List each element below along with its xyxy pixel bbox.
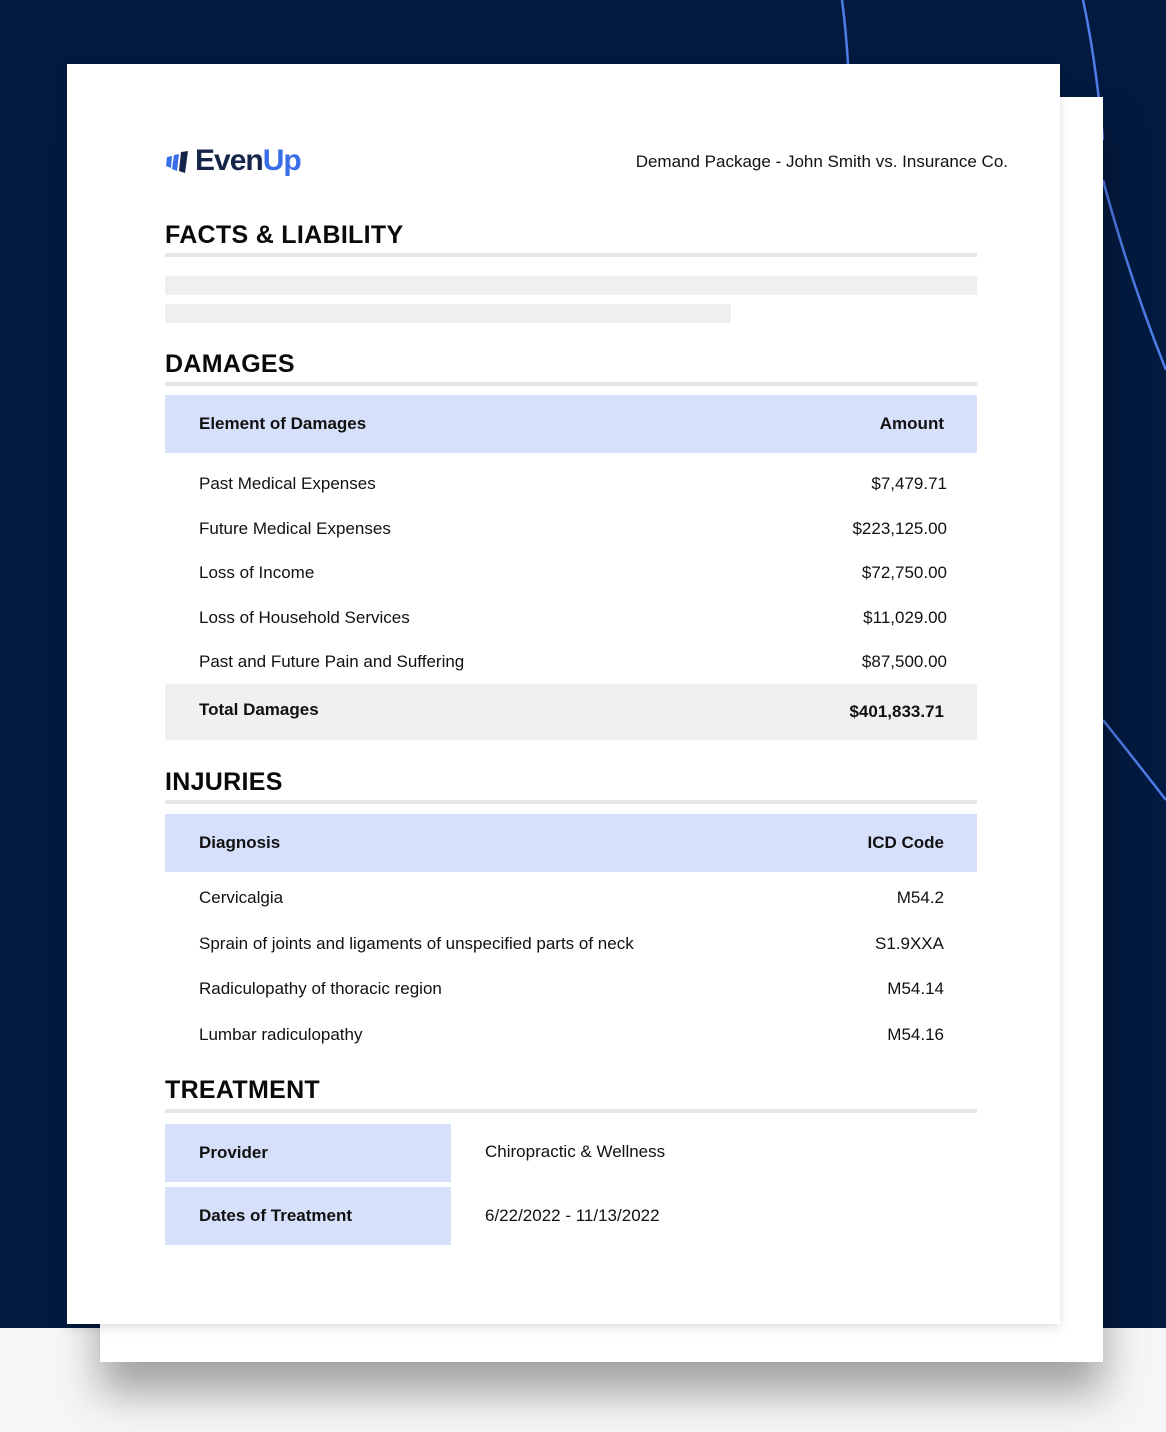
icd-code: S1.9XXA	[875, 934, 944, 953]
damage-amount: $223,125.00	[852, 519, 947, 538]
treatment-section-title: TREATMENT	[165, 1076, 320, 1104]
total-damages-label: Total Damages	[199, 700, 319, 719]
logo-wordmark	[195, 144, 301, 178]
col-element-of-damages: Element of Damages	[199, 414, 367, 433]
table-row	[165, 974, 977, 1004]
col-amount: Amount	[879, 414, 944, 433]
damage-element: Loss of Income	[199, 563, 315, 582]
icd-code: M54.16	[887, 1025, 944, 1044]
damage-amount: $11,029.00	[863, 608, 947, 627]
table-row	[165, 929, 977, 959]
provider-label: Provider	[199, 1143, 268, 1162]
dates-label-cell	[165, 1187, 451, 1245]
col-icd-code: ICD Code	[867, 833, 944, 852]
diagnosis-text: Cervicalgia	[199, 888, 284, 907]
damage-element: Future Medical Expenses	[199, 519, 391, 538]
diagnosis-text: Lumbar radiculopathy	[199, 1025, 363, 1044]
damage-element: Past and Future Pain and Suffering	[199, 652, 465, 671]
treatment-divider	[165, 1109, 977, 1113]
facts-section-title: FACTS & LIABILITY	[165, 221, 404, 249]
table-row	[165, 514, 977, 544]
damages-divider	[165, 382, 977, 386]
total-damages-row	[165, 684, 977, 740]
injuries-table-header	[165, 814, 977, 872]
provider-label-cell	[165, 1124, 451, 1182]
table-row	[165, 558, 977, 588]
table-row	[165, 883, 977, 913]
damage-amount: $87,500.00	[861, 652, 947, 671]
damage-element: Loss of Household Services	[199, 608, 410, 627]
damages-section-title: DAMAGES	[165, 350, 295, 378]
facts-placeholder-line	[165, 304, 731, 323]
logo-word-up: Up	[262, 144, 301, 177]
diagnosis-text: Radiculopathy of thoracic region	[199, 979, 442, 998]
injuries-section-title: INJURIES	[165, 768, 283, 796]
facts-divider	[165, 253, 977, 257]
icd-code: M54.14	[887, 979, 944, 998]
facts-placeholder-line	[165, 276, 977, 295]
dates-of-treatment-label: Dates of Treatment	[199, 1206, 353, 1225]
dates-of-treatment-value: 6/22/2022 - 11/13/2022	[485, 1206, 660, 1225]
damage-amount: $72,750.00	[861, 563, 947, 582]
table-row	[165, 647, 977, 677]
logo-word-even: Even	[195, 144, 263, 177]
provider-value: Chiropractic & Wellness	[485, 1142, 666, 1161]
total-damages-amount: $401,833.71	[849, 702, 944, 721]
table-row	[165, 603, 977, 633]
damage-element: Past Medical Expenses	[199, 474, 376, 493]
icd-code: M54.2	[896, 888, 944, 907]
damages-table-header	[165, 395, 977, 453]
document-page	[67, 64, 1060, 1324]
injuries-divider	[165, 800, 977, 804]
document-header-title: Demand Package - John Smith vs. Insurance Co.	[635, 152, 1008, 171]
col-diagnosis: Diagnosis	[199, 833, 281, 852]
logo-mark-icon	[165, 148, 191, 174]
table-row	[165, 1020, 977, 1050]
diagnosis-text: Sprain of joints and ligaments of unspecified parts of neck	[199, 934, 634, 953]
evenup-logo	[165, 144, 301, 178]
damage-amount: $7,479.71	[871, 474, 947, 493]
table-row	[165, 469, 977, 499]
